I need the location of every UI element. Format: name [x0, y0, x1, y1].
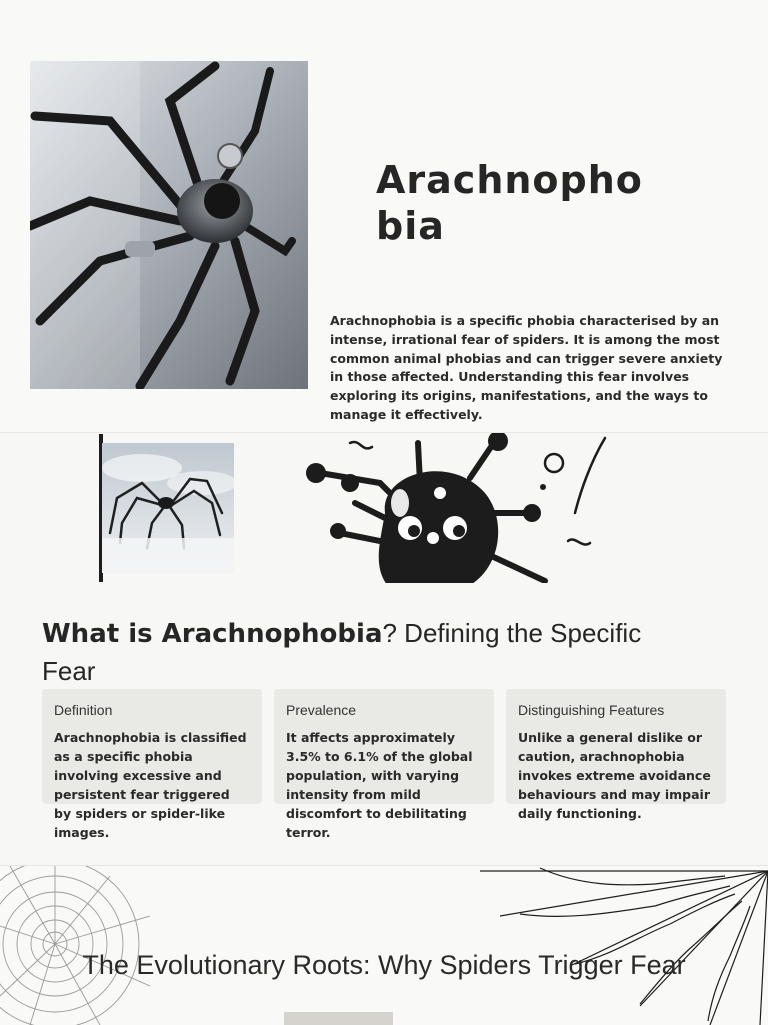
image-placeholder — [284, 1012, 393, 1025]
title-line-1: Arachnopho — [376, 158, 643, 202]
section-heading — [42, 615, 662, 690]
spider-web-left-illustration — [0, 866, 150, 1025]
card-title: Prevalence — [286, 702, 357, 718]
card-definition — [42, 689, 262, 840]
slide-intro — [0, 0, 768, 432]
title-line-2: bia — [376, 203, 445, 248]
card-body: Arachnophobia is classified as a specific phobia involving excessive and persistent fear triggered by spiders or spider-like images. — [54, 730, 247, 840]
card-title: Definition — [54, 702, 113, 718]
card-body: It affects approximately 3.5% to 6.1% of the global population, with varying intensity from mild discomfort to debilitating terror. — [286, 730, 473, 840]
misty-spider-photo — [102, 443, 234, 573]
slide-definition — [0, 432, 768, 866]
card-title: Distinguishing Features — [518, 702, 665, 718]
intro-paragraph: Arachnophobia is a specific phobia characterised by an intense, irrational fear of spiders. It is among the most common animal phobias and can trigger severe anxiety in those affected. Understanding this fear involves exploring its origins, manifestations, and the ways to manage it effectively. — [330, 313, 723, 422]
card-distinguishing-features — [506, 689, 726, 821]
heading-bold: What is Arachnophobia — [42, 619, 383, 649]
section-title: The Evolutionary Roots: Why Spiders Trigger Fear — [82, 950, 686, 980]
page-title — [376, 158, 676, 249]
cartoon-spider-illustration — [300, 433, 630, 583]
card-prevalence — [274, 689, 494, 840]
heading-rest: ? Defining the Specific Fear — [42, 618, 642, 686]
spider-web-right-illustration — [480, 866, 768, 1025]
robot-spider-photo — [30, 61, 308, 389]
card-body: Unlike a general dislike or caution, arachnophobia invokes extreme avoidance behaviours and may impair daily functioning. — [518, 730, 711, 821]
slide-evolutionary-roots — [0, 865, 768, 1025]
